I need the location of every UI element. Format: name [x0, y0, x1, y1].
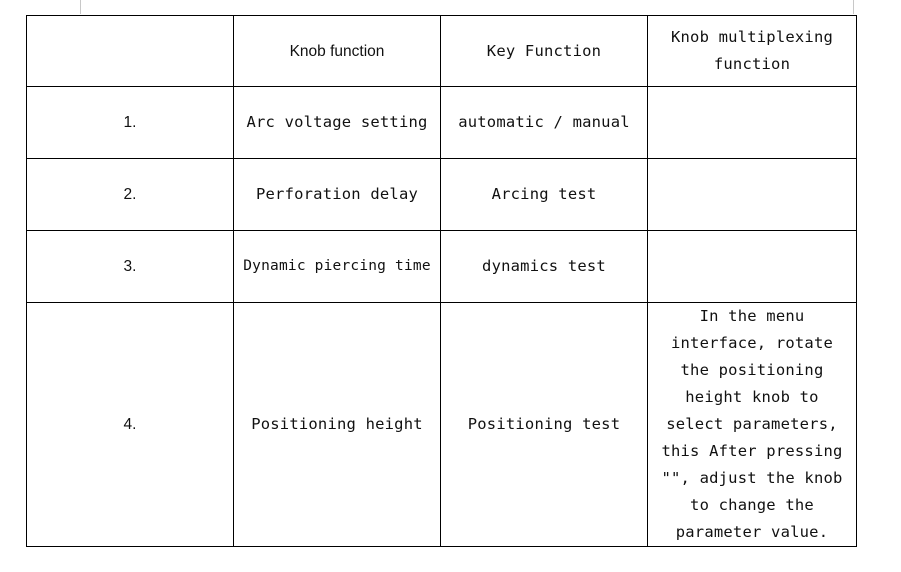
key-function-cell: Positioning test — [441, 303, 648, 547]
table-row — [27, 159, 857, 231]
key-function-cell: automatic / manual — [441, 87, 648, 159]
table-row — [27, 303, 857, 547]
row-number-cell: 3. — [27, 231, 234, 303]
knob-function-cell: Positioning height — [234, 303, 441, 547]
multiplexing-cell — [648, 231, 857, 303]
row-number-cell: 4. — [27, 303, 234, 547]
header-cell-multiplexing: Knob multiplexing function — [648, 16, 857, 87]
multiplexing-cell: In the menu interface, rotate the positioning height knob to select parameters, this After pressing "", adjust the knob to change the parameter value. — [648, 303, 857, 547]
table-row — [27, 231, 857, 303]
header-cell-knob-function: Knob function — [234, 16, 441, 87]
key-function-cell: dynamics test — [441, 231, 648, 303]
page-margin-guide-right — [853, 0, 854, 14]
header-cell-empty — [27, 16, 234, 87]
multiplexing-cell — [648, 159, 857, 231]
knob-function-cell: Perforation delay — [234, 159, 441, 231]
knob-function-table — [26, 15, 857, 547]
row-number-cell: 1. — [27, 87, 234, 159]
header-cell-key-function: Key Function — [441, 16, 648, 87]
table-row — [27, 87, 857, 159]
table-header-row — [27, 16, 857, 87]
page-margin-guide-left — [80, 0, 81, 14]
knob-function-cell: Arc voltage setting — [234, 87, 441, 159]
key-function-cell: Arcing test — [441, 159, 648, 231]
multiplexing-cell — [648, 87, 857, 159]
row-number-cell: 2. — [27, 159, 234, 231]
knob-function-cell: Dynamic piercing time — [234, 231, 441, 303]
